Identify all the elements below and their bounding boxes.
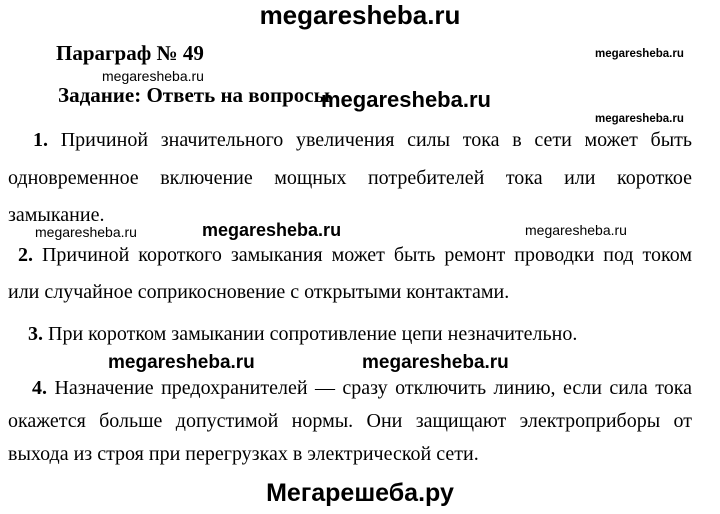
answer-line: одновременное включение мощных потребителей тока или короткое bbox=[8, 166, 692, 189]
paragraph-heading: Параграф № 49 bbox=[56, 41, 204, 65]
answer-paragraph-4 bbox=[8, 372, 692, 471]
watermark-lower-right: megaresheba.ru bbox=[362, 352, 509, 373]
answer-line: замыкание. bbox=[8, 204, 105, 226]
answer-line bbox=[8, 316, 692, 353]
task-heading: Задание: Ответь на вопросы bbox=[58, 83, 330, 107]
answer-text: Причиной значительного увеличения силы тока в сети может быть bbox=[60, 129, 693, 151]
answer-number: 4. bbox=[32, 377, 47, 399]
watermark-top-center: megaresheba.ru bbox=[259, 0, 461, 30]
watermark-mid-center: megaresheba.ru bbox=[202, 220, 342, 240]
answer-line bbox=[8, 237, 692, 274]
answer-number: 1. bbox=[33, 129, 48, 151]
watermark-lower-left: megaresheba.ru bbox=[108, 352, 255, 373]
answer-paragraph-2 bbox=[8, 237, 692, 311]
watermark-mid-right: megaresheba.ru bbox=[525, 222, 627, 238]
answer-text: Причиной короткого замыкания может быть ремонт проводки под током bbox=[41, 244, 693, 266]
footer-site-title: Мегарешеба.ру bbox=[266, 479, 454, 507]
watermark-under-heading: megaresheba.ru bbox=[102, 68, 204, 84]
answer-text: Назначение предохранителей — сразу отключить линию, если сила тока bbox=[54, 377, 692, 399]
watermark-after-task: megaresheba.ru bbox=[321, 87, 491, 112]
watermark-mid-left: megaresheba.ru bbox=[35, 224, 137, 240]
watermark-right-top: megaresheba.ru bbox=[595, 48, 684, 60]
answer-line bbox=[8, 372, 692, 405]
answer-line: окажется больше допустимой нормы. Они защищают электроприборы от bbox=[8, 410, 692, 432]
watermark-right-second: megaresheba.ru bbox=[595, 113, 684, 125]
answer-paragraph-3 bbox=[8, 316, 692, 353]
answer-line: или случайное соприкосновение с открытыми контактами. bbox=[8, 281, 510, 303]
answer-line bbox=[8, 122, 692, 160]
answer-line: выхода из строя при перегрузках в электрической сети. bbox=[8, 443, 479, 465]
answer-number: 2. bbox=[18, 244, 33, 266]
answer-paragraph-1 bbox=[8, 122, 692, 235]
answer-number: 3. bbox=[28, 323, 43, 345]
answer-text: При коротком замыкании сопротивление цепи незначительно. bbox=[48, 323, 578, 345]
